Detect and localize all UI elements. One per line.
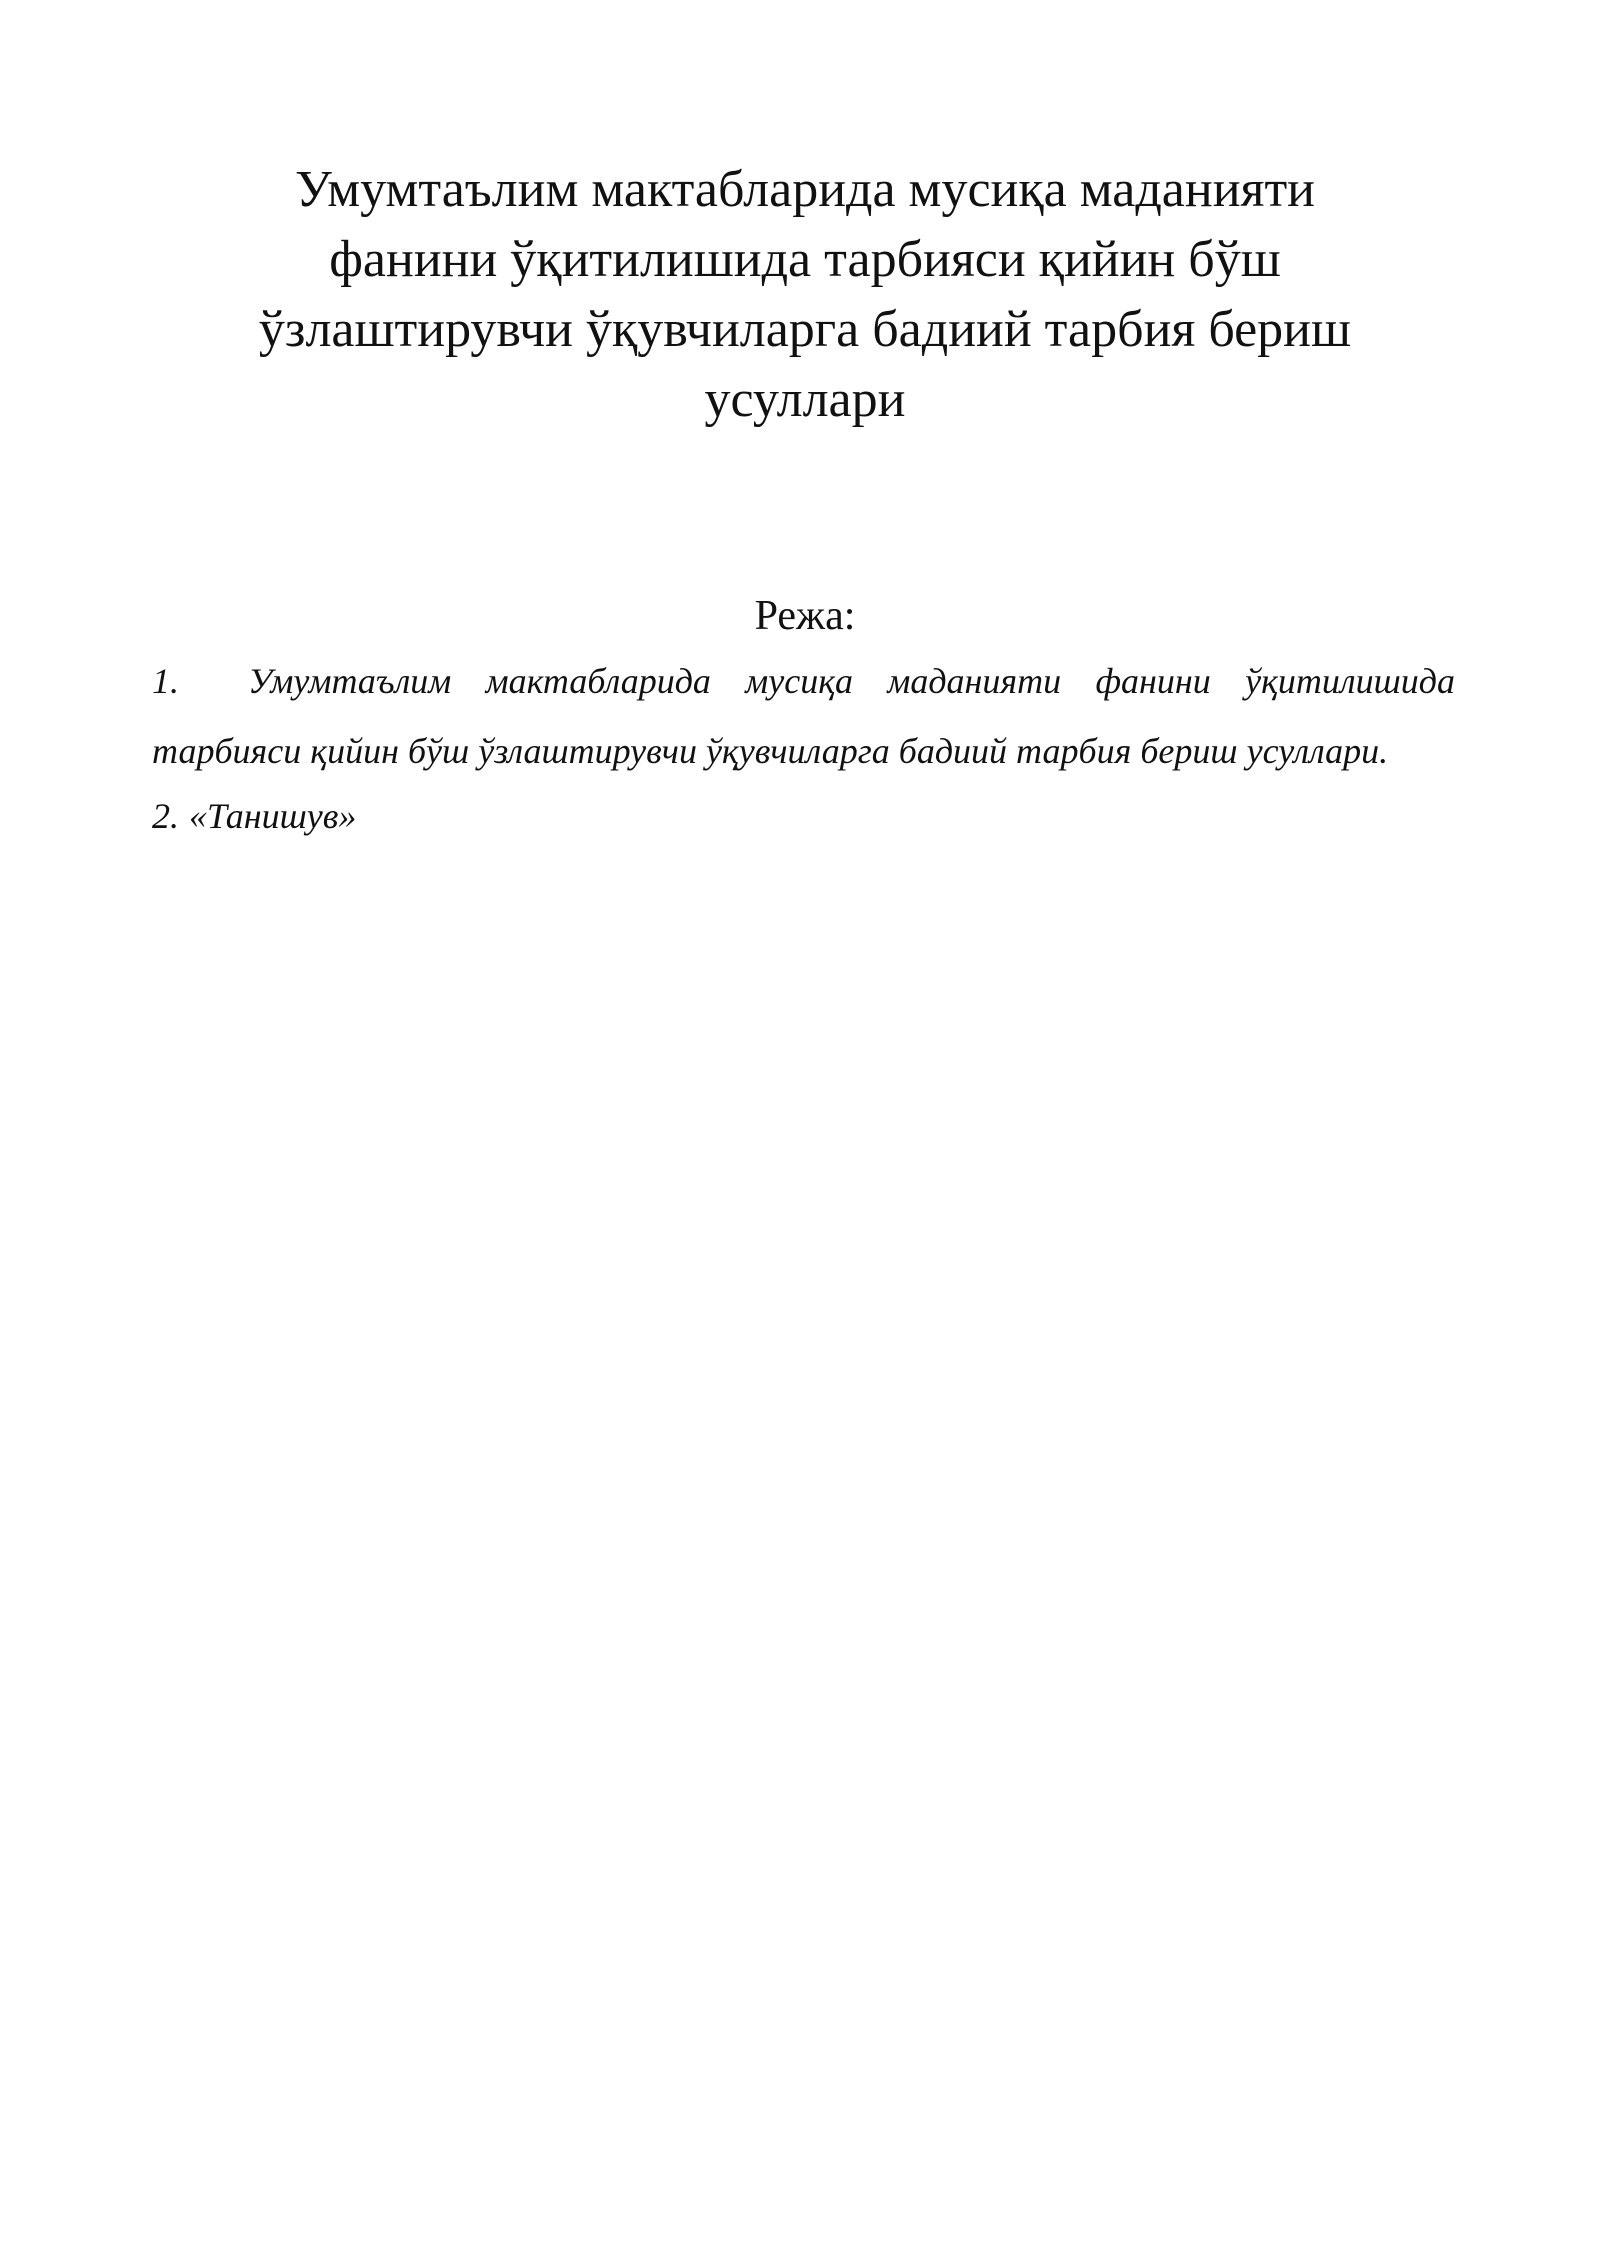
plan-item-number: 2.	[152, 796, 179, 836]
plan-item-2	[152, 788, 1455, 844]
document-title	[160, 155, 1450, 435]
title-line-2: фанини ўқитилишида тарбияси қийин бўш	[329, 231, 1281, 288]
plan-heading: Режа:	[754, 593, 856, 639]
title-line-1: Умумтаълим мактабларида мусиқа маданияти	[294, 161, 1316, 218]
plan-item-1	[152, 646, 1455, 786]
plan-list	[152, 646, 1455, 844]
title-line-3: ўзлаштирувчи ўқувчиларга бадиий тарбия бериш	[258, 301, 1352, 358]
plan-item-text: «Танишув»	[189, 796, 357, 836]
title-line-4: усуллари	[704, 371, 906, 428]
plan-item-number: 1.	[152, 661, 179, 701]
plan-item-text: Умумтаълим мактабларида мусиқа маданияти фанини ўқитилишида тарбияси қийин бўш ўзлаштирувчи ўқувчиларга бадиий тарбия бериш усуллари.	[152, 661, 1455, 771]
